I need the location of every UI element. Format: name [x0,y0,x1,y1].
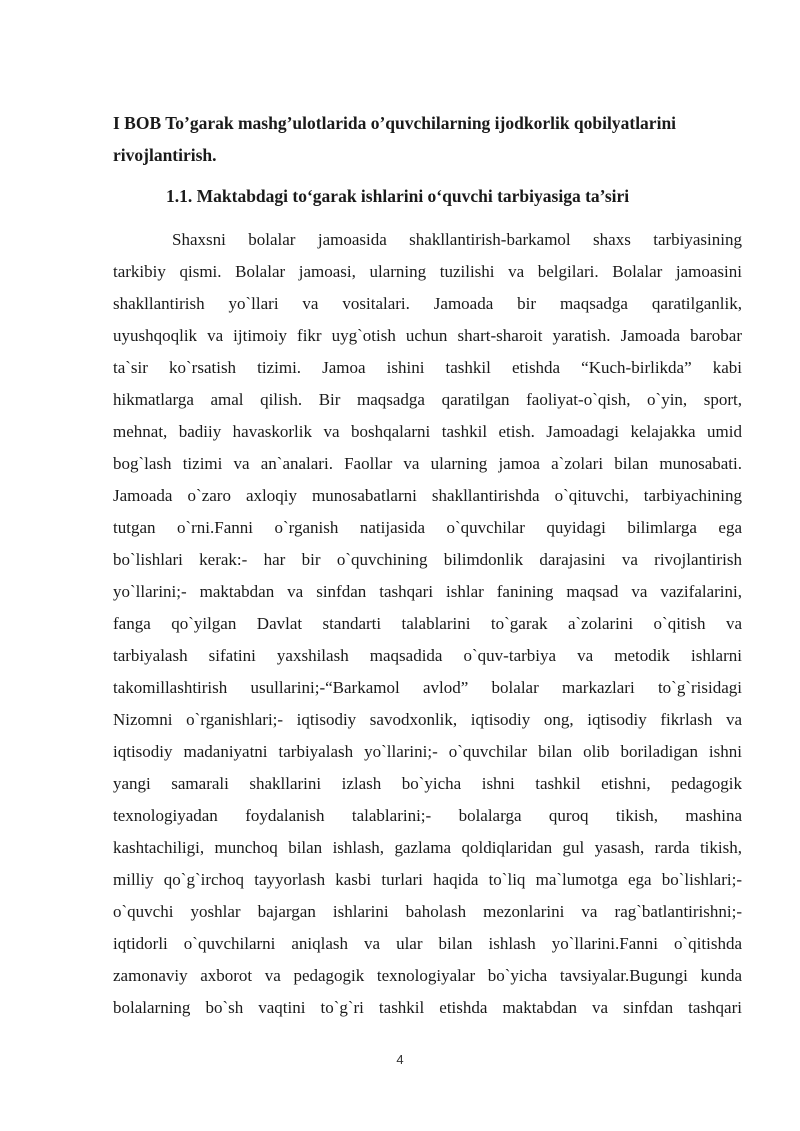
paragraph-line: texnologiyadan foydalanish talablarini;- bolalarga quroq tikish, mashina [113,806,742,825]
paragraph-line: milliy qo`g`irchoq tayyorlash kasbi turlari haqida to`liq ma`lumotga ega bo`lishlari;- [113,870,742,889]
paragraph-line: zamonaviy axborot va pedagogik texnologiyalar bo`yicha tavsiyalar.Bugungi kunda [113,966,742,985]
paragraph-line: bog`lash tizimi va an`analari. Faollar va ularning jamoa a`zolari bilan munosabati. [113,454,742,473]
chapter-title: I BOB To’garak mashg’ulotlarida o’quvchilarning ijodkorlik qobilyatlarini rivojlantirish. [113,113,677,165]
paragraph-line: ta`sir ko`rsatish tizimi. Jamoa ishini tashkil etishda “Kuch-birlikda” kabi [113,358,742,377]
paragraph-line: shakllantirish yo`llari va vositalari. Jamoada bir maqsadga qaratilganlik, [113,294,742,313]
paragraph-line: tarkibiy qismi. Bolalar jamoasi, ularning tuzilishi va belgilari. Bolalar jamoasini [113,262,742,281]
paragraph-line: hikmatlarga amal qilish. Bir maqsadga qaratilgan faoliyat-o`qish, o`yin, sport, [113,390,742,409]
paragraph-line: Nizomni o`rganishlari;- iqtisodiy savodxonlik, iqtisodiy ong, iqtisodiy fikrlash va [113,710,742,729]
paragraph-line: uyushqoqlik va ijtimoiy fikr uyg`otish uchun shart-sharoit yaratish. Jamoada barobar [113,326,742,345]
paragraph-line: iqtisodiy madaniyatni tarbiyalash yo`llarini;- o`quvchilar bilan olib boriladigan ishni [113,742,742,761]
paragraph-line: yo`llarini;- maktabdan va sinfdan tashqari ishlar fanining maqsad va vazifalarini, [113,582,742,601]
body-paragraph [113,224,742,1024]
paragraph-line: takomillashtirish usullarini;-“Barkamol avlod” bolalar markazlari to`g`risidagi [113,678,742,697]
paragraph-line: iqtidorli o`quvchilarni aniqlash va ular bilan ishlash yo`llarini.Fanni o`qitishda [113,934,742,953]
paragraph-line: tarbiyalash sifatini yaxshilash maqsadida o`quv-tarbiya va metodik ishlarni [113,646,742,665]
paragraph-line: Shaxsni bolalar jamoasida shakllantirish-barkamol shaxs tarbiyasining [172,230,742,249]
section-title: 1.1. Maktabdagi to‘garak ishlarini o‘quvchi tarbiyasiga ta’siri [166,186,630,206]
paragraph-line: bo`lishlari kerak:- har bir o`quvchining bilimdonlik darajasini va rivojlantirish [113,550,742,569]
paragraph-line: o`quvchi yoshlar bajargan ishlarini baholash mezonlarini va rag`batlantirishni;- [113,902,742,921]
paragraph-line: Jamoada o`zaro axloqiy munosabatlarni shakllantirishda o`qituvchi, tarbiyachining [113,486,742,505]
page-number: 4 [396,1052,404,1067]
paragraph-line: tutgan o`rni.Fanni o`rganish natijasida o`quvchilar quyidagi bilimlarga ega [113,518,742,537]
paragraph-line: mehnat, badiiy havaskorlik va boshqalarni tashkil etish. Jamoadagi kelajakka umid [113,422,742,441]
paragraph-line: kashtachiligi, munchoq bilan ishlash, gazlama qoldiqlaridan gul yasash, rarda tikish, [113,838,742,857]
paragraph-line: fanga qo`yilgan Davlat standarti talablarini to`garak a`zolarini o`qitish va [113,614,742,633]
paragraph-line: bolalarning bo`sh vaqtini to`g`ri tashkil etishda maktabdan va sinfdan tashqari [113,998,742,1017]
paragraph-line: yangi samarali shakllarini izlash bo`yicha ishni tashkil etishni, pedagogik [113,774,742,793]
